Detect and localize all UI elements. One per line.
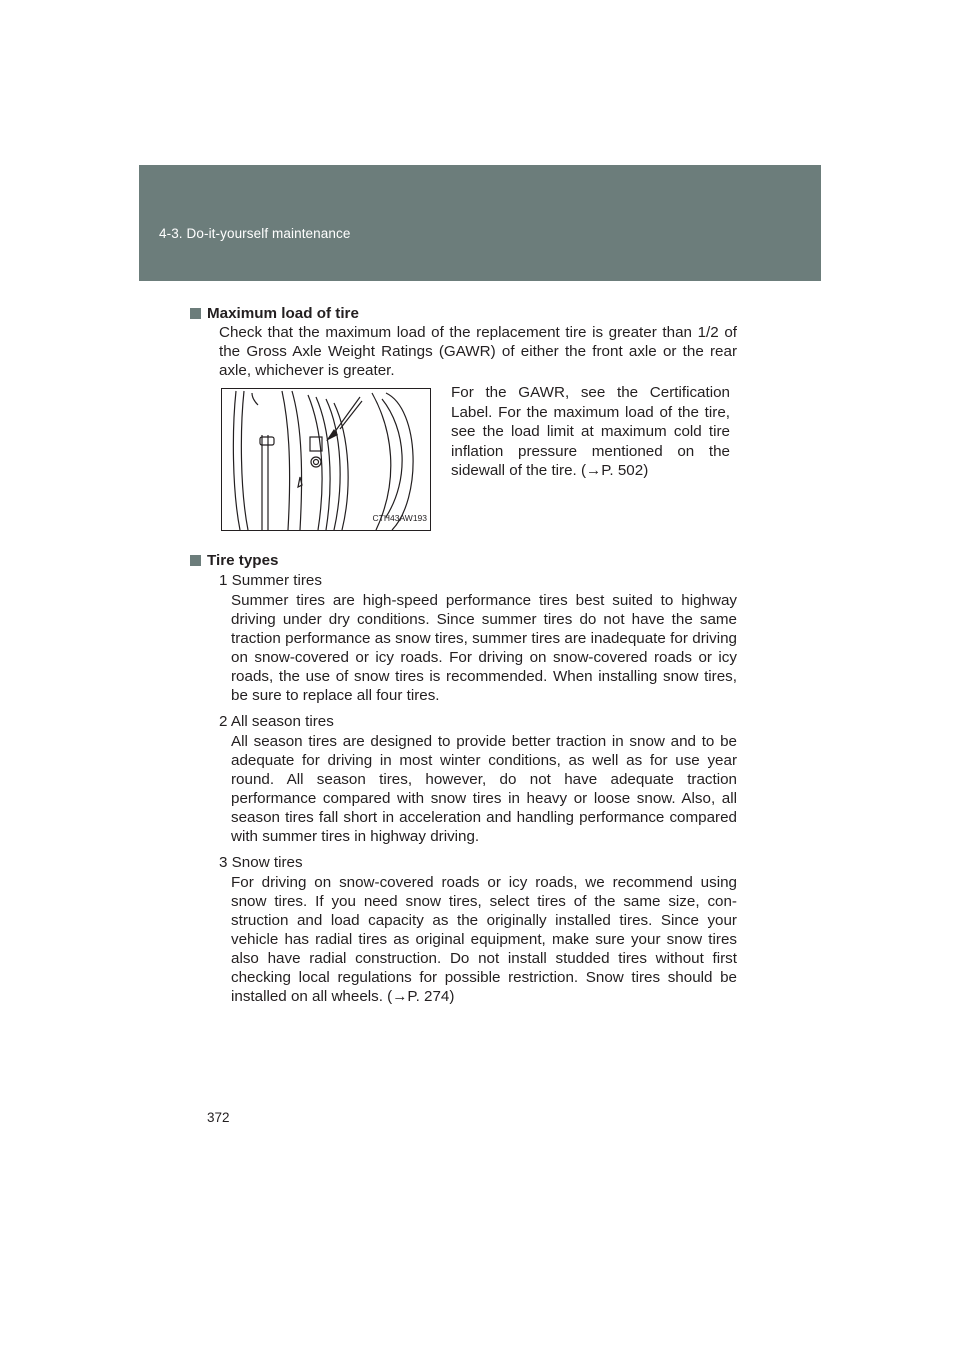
- tire-type-body-all-season: All season tires are designed to provide better traction in snow and to be adequate for driving in most winter conditions, as well as for use year round. All season tires, however, do not have adequate traction performance compared with snow tires in heavy or loose snow. Also, all season tires fall short in acceleration and handling performance compared with summer tires in highway driving.: [231, 733, 737, 845]
- bullet-square-icon: [190, 308, 201, 319]
- tire-type-title-summer: 1 Summer tires: [219, 572, 322, 589]
- tire-type-body-summer: Summer tires are high-speed performance tires best suited to highway driving under dry conditions. Since summer tires do not have the same traction performance as snow tires, summer tires are inadequate for driving on snow-covered or icy roads. For driving on snow-covered roads or icy roads, the use of snow tires is recommended. When installing snow tires, be sure to replace all four tires.: [231, 592, 737, 704]
- maximum-load-intro: Check that the maximum load of the replacement tire is greater than 1/2 of the Gross Axle Weight Ratings (GAWR) of either the front axle or the rear axle, whichever is greater.: [219, 324, 737, 379]
- tire-type-body-snow: For driving on snow-covered roads or icy roads, we recommend using snow tires. If you need snow tires, select tires of the same size, con-struction and load capacity as the originally installed tires. Since your vehicle has radial tires as original equipment, make sure your snow tires also have radial construction. Do not install studded tires without first checking local regulations for possible restriction. Snow tires should be installed on all wheels. (→P. 274): [231, 874, 737, 1005]
- section-title: 4-3. Do-it-yourself maintenance: [159, 226, 351, 241]
- page-number: 372: [207, 1110, 230, 1125]
- figure-caption: For the GAWR, see the Certification Label. For the maximum load of the tire, see the load limit at maximum cold tire inflation pressure mentioned on the sidewall of the tire. (→P. 502): [451, 384, 730, 479]
- main-content: [207, 304, 737, 1013]
- figure-row: [221, 384, 737, 551]
- door-jamb-illustration: [221, 388, 431, 531]
- bullet-square-icon: [190, 555, 201, 566]
- section-header-bar: [139, 165, 821, 281]
- tire-type-title-all-season: 2 All season tires: [219, 713, 334, 730]
- heading-text: Tire types: [207, 552, 279, 569]
- heading-tire-types: [190, 551, 737, 570]
- heading-text: Maximum load of tire: [207, 305, 359, 322]
- tire-type-title-snow: 3 Snow tires: [219, 854, 303, 871]
- figure-code: CTH43AW193: [372, 513, 427, 523]
- heading-maximum-load: [190, 304, 737, 323]
